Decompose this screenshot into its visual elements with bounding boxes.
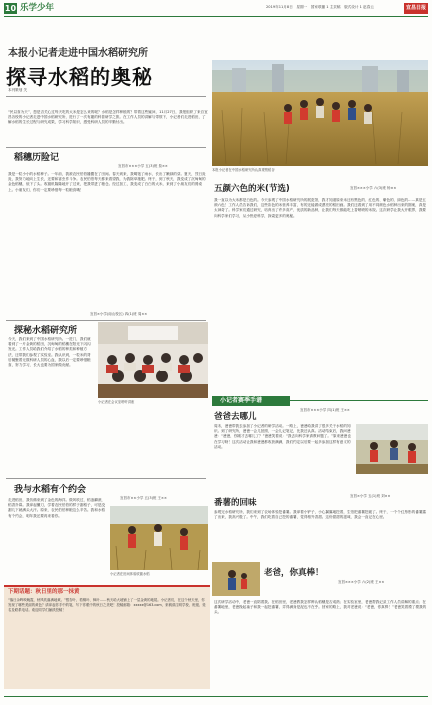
article-title-right-mid: 爸爸去哪儿 (214, 412, 257, 422)
article-text-right-mid2: 参观完水稻研究所，我们来到了农场体验挖番薯。我拿着小铲子，小心翼翼地挖着，生怕把番薯挖破了。终于，一个个红彤彤的番薯露了出来，我高兴极了。中午，我们吃着自己挖的番薯，觉得格外香甜。这份甜甜的滋味，我会一直记在心里。 (214, 510, 427, 520)
headline: 探寻水稻的奥秘 (6, 65, 153, 89)
section-bar-line (290, 400, 428, 401)
next-topic-text: “落日余晖映晚霞，秋风吹落满地黄。”银杏叶、梧桐叶、枫叶……秋天给大地铺上了一层金黄的地毯。小记者们，在这个秋天里，你发现了哪些美丽的黄色？请拿起你手中的笔，写下你眼中的秋日之美吧！投稿邮箱：xxxxx@163.com，来稿请注明学校、班级、姓名及联系电话。欢迎同学们踊跃投稿！ (8, 598, 206, 613)
article-byline-c: 宜昌市××小学 五(3)班 王×× (120, 496, 167, 500)
article-byline-right-bottom: 宜昌×××小学 六(2)班 王×× (338, 580, 385, 584)
header-rule (4, 16, 428, 17)
main-byline: 本刊策划 关 (8, 88, 28, 92)
lecture-photo (98, 322, 208, 398)
divider (6, 320, 206, 321)
divider (6, 96, 206, 97)
article-byline-right-mid2: 宜昌×小学 五(1)班 刘×× (350, 494, 391, 498)
article-byline-b: 宜昌×小学(南山校区) 四(1)班 周×× (90, 312, 148, 316)
photo-caption-b: 小记者在会议室聆听讲座 (98, 400, 135, 404)
article-title-b: 探秘水稻研究所 (14, 326, 78, 336)
article-byline-right-mid: 宜昌市×××小学 四(1)班 王×× (300, 408, 350, 412)
next-topic-title: 下期话题：秋日里的那一抹黄 (8, 589, 80, 595)
rice-field-photo (212, 60, 428, 166)
intro-text: “民以食为天”，您是否关心过每天吃的大米是怎么来的呢？水稻是怎样种植的？带着这些疑问，11月27日，我报组织了来自宜昌各校的小记者走进中国水稻研究所，进行了一次有趣的科普研学之旅。在工作人员的讲解与带领下，小记者们走进稻田，了解水稻的生长过程与研究成果，学习科学知识，感受科研人员的辛勤付出。 (8, 110, 208, 125)
article-byline-a: 宜昌市×××小学 五(3)班 詹×× (118, 164, 168, 168)
article-byline-right-top: 宜昌×××小学 六(3)班 杨×× (350, 186, 397, 190)
harvest-photo (110, 506, 208, 570)
dateline: 2019年11月8日 星期一 国家联播 1 主页稿 版式设计 1 赵春云 (266, 5, 374, 9)
kicker: 本报小记者走进中国水稻研究所 (8, 48, 148, 59)
article-title-right-top: 五颜六色的米(节选) (214, 184, 290, 194)
parent-photo (356, 424, 428, 474)
section-bar: 小记者赛季手谱 (212, 396, 290, 406)
article-text-right-top: 我一直以为大米都是白色的。今天参观了中国水稻研究所的展览馆，我才知道原来米还有黑色的、红色的、紫色的、绿色的……真是五颜六色！工作人员告诉我们，这些彩色的米营养丰富，有的还能做成漂亮的稻田画。我们还看到了用不同颜色水稻种出来的图案，真是太神奇了。科学家们通过研究，培育出了许多高产、优质的新品种，让我们每天都能吃上香喷喷的米饭。这次研学让我大开眼界，我要向科学家们学习，从小热爱科学，探索更多的奥秘。 (214, 198, 427, 218)
footer-rule (4, 696, 428, 697)
article-title-right-mid2: 番薯的回味 (214, 498, 257, 508)
article-text-a: 我是一粒小小的水稻种子。一年前，我被农民伯伯播撒在了田间。春天到来，我喝饱了雨水，长出了嫩绿的芽。夏天，烈日炎炎，我努力地向上生长，还要和害虫作斗争。农民伯伯每天都来看望我，为我除草施肥。终于，到了秋天，我变成了沉甸甸的金色稻穗，低下了头。收割机隆隆地开了过来，把我带进了粮仓。经过加工，我变成了白白的大米，来到了小朋友们的餐桌上。小朋友们，你们一定要珍惜每一粒粮食哦！ (8, 172, 206, 192)
article-text-b: 今天，我们来到了中国水稻研究所。一进门，我们就看到了一片金黄的稻田，沉甸甸的稻穗在阳光下闪闪发光。工作人员给我们介绍了水稻的种类和种植方法，还带我们参观了实验室。我认识到，一粒米的背后凝聚着无数科研人员的心血，我以后一定要珍惜粮食，努力学习，长大也要为国家做贡献。 (8, 337, 91, 368)
dad-photo (212, 562, 260, 596)
article-text-right-bottom: 这次研学活动中，老爸一直陪着我。在稻田里，老爸教我怎样辨认稻穗是否成熟；在实验室里，老爸帮我记录工作人员讲解的重点；在番薯地里，老爸挽起袖子和我一起挖番薯，弄得满身是泥也不在乎。回家的路上，我对老爸说：“老爸，你真棒！”老爸笑着摸了摸我的头。 (214, 600, 427, 615)
article-title-a: 稻穗历险记 (14, 153, 60, 163)
photo-caption-c: 小记者在田间体验收割水稻 (110, 572, 150, 576)
article-text-c: 走进稻田，我仿佛来到了金色的海洋。微风吹过，稻浪翻滚，稻香扑鼻。我拿起镰刀，学着农民伯伯的样子割稻子，可是没割几下就满头大汗。原来，农民伯伯种粮这么辛苦。我和水稻有个约会，明年我还要再来看你。 (8, 498, 106, 518)
photo-caption-main: 本报小记者在中国水稻研究所认真观察稻谷 (212, 168, 275, 172)
divider (6, 478, 206, 479)
divider (6, 147, 206, 148)
article-text-right-mid: 周末，爸爸带我去参加了小记者的研学活动。一路上，爸爸给我讲了很多关于水稻的知识。到了研究所，爸爸一会儿拍照，一会儿记笔记，比我还认真。活动结束后，我问爸爸：“爸爸，你刚才去哪儿了？”爸爸笑着说：“我去向科学家请教问题了。”原来爸爸也在学习呀！这次活动让我和爸爸都收获满满，我们约定以后要一起多参加这样有意义的活动。 (214, 424, 351, 449)
page-header (4, 3, 428, 15)
masthead-logo: 宜昌日报 (404, 3, 428, 14)
page-number: 10 (4, 4, 17, 13)
article-title-c: 我与水稻有个约会 (14, 485, 87, 495)
article-title-right-bottom: 老爸，你真棒！ (264, 568, 324, 578)
section-title: 乐学少年 (20, 3, 55, 13)
